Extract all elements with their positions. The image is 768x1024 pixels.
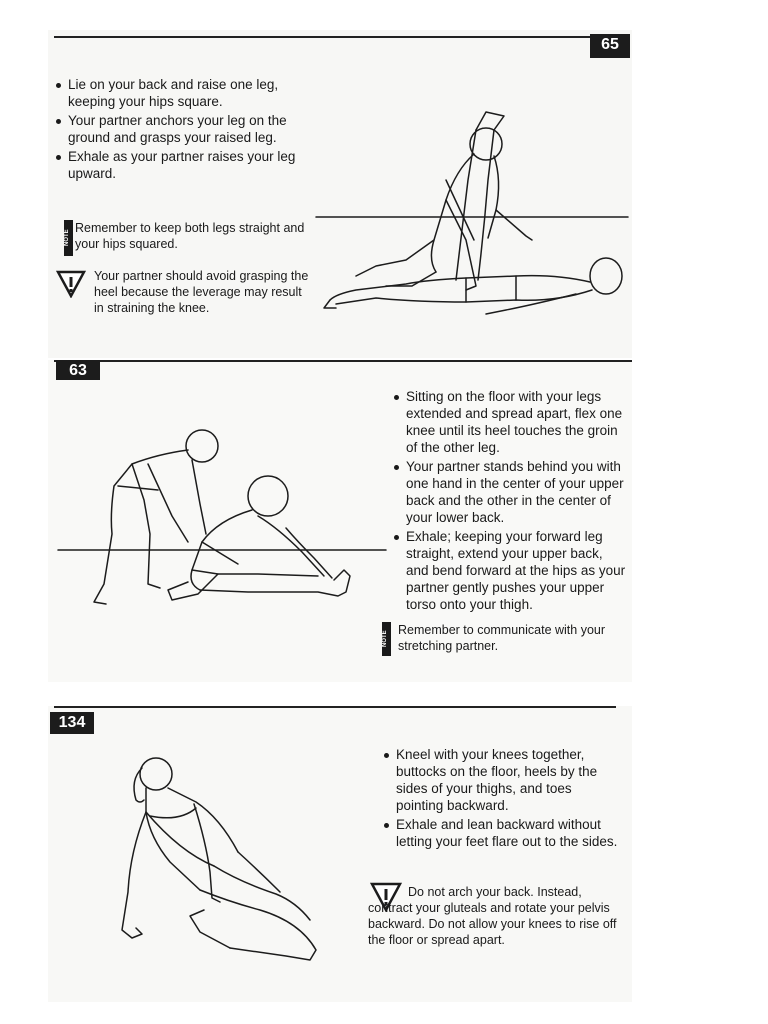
warning-text: Your partner should avoid grasping the heel because the leverage may result in straining the knee. — [94, 269, 309, 315]
steps-list — [392, 388, 628, 615]
steps-list — [382, 746, 618, 852]
top-rule — [54, 36, 594, 38]
partner-hamstring-stretch-illustration — [316, 90, 626, 330]
step-item: Exhale as your partner raises your leg upward. — [54, 148, 304, 182]
note-tag-icon: NOTE — [382, 622, 391, 656]
top-rule — [54, 360, 632, 362]
step-item: Kneel with your knees together, buttocks on the floor, heels by the sides of your thighs, and toes pointing backward. — [382, 746, 618, 814]
step-item: Exhale; keeping your forward leg straight, extend your upper back, and bend forward at the hips as your partner gently pushes your upper torso onto your thigh. — [392, 528, 628, 613]
seated-forward-bend-partner-illustration — [88, 424, 378, 624]
step-item: Lie on your back and raise one leg, keeping your hips square. — [54, 76, 304, 110]
exercise-number: 134 — [50, 712, 94, 734]
note-text: Remember to keep both legs straight and your hips squared. — [75, 221, 305, 251]
step-item: Exhale and lean backward without letting your feet flare out to the sides. — [382, 816, 618, 850]
note-text: Remember to communicate with your stretching partner. — [398, 623, 606, 653]
steps-list — [54, 76, 304, 184]
exercise-number: 63 — [56, 360, 100, 380]
exercise-63-panel — [48, 360, 632, 682]
exercise-134-panel — [48, 706, 632, 1002]
reclining-hero-stretch-illustration — [110, 742, 330, 982]
note-tag-icon: NOTE — [64, 220, 73, 256]
warning-triangle-icon — [56, 270, 86, 298]
warning-text: Do not arch your back. Instead, contract your gluteals and rotate your pelvis backward. Do not allow your knees to rise off the floor or spread apart. — [368, 885, 617, 947]
step-item: Sitting on the floor with your legs extended and spread apart, flex one knee until its heel touches the groin of the other leg. — [392, 388, 628, 456]
top-rule — [54, 706, 616, 708]
step-item: Your partner anchors your leg on the ground and grasps your raised leg. — [54, 112, 304, 146]
exercise-65-panel — [48, 30, 632, 358]
step-item: Your partner stands behind you with one hand in the center of your upper back and the other in the center of your lower back. — [392, 458, 628, 526]
exercise-number: 65 — [590, 34, 630, 58]
